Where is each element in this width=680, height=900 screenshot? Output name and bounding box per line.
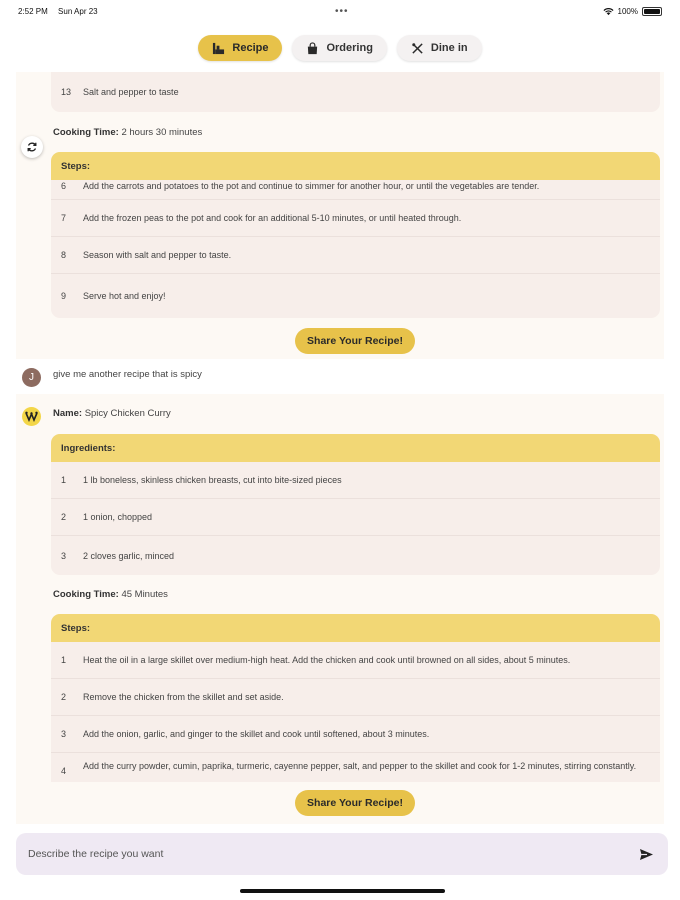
recipe-name-label: Name:: [53, 408, 83, 419]
cooking-time-value: 2 hours 30 minutes: [121, 127, 203, 138]
tab-ordering-label: Ordering: [326, 42, 373, 54]
step-text: Remove the chicken from the skillet and set aside.: [83, 692, 284, 702]
ingredient-text: 1 onion, chopped: [83, 512, 153, 522]
step-row: [51, 200, 660, 237]
step-number: 8: [61, 250, 67, 260]
cooking-time-label: Cooking Time:: [53, 589, 119, 600]
ingredient-number: 2: [61, 512, 67, 522]
step-number: 2: [61, 692, 67, 702]
mode-tabs: [0, 35, 680, 61]
step-text: Heat the oil in a large skillet over medium-high heat. Add the chicken and cook until browned on all sides, about 5 minutes.: [83, 655, 571, 665]
step-number: 9: [61, 291, 67, 301]
step-row: [51, 237, 660, 274]
step-row: [51, 642, 660, 679]
chef-icon: [25, 411, 38, 422]
multitask-dots-icon[interactable]: •••: [335, 6, 349, 17]
steps-header: Steps:: [51, 152, 660, 180]
ingredient-number: 3: [61, 550, 67, 561]
step-number: 3: [61, 729, 67, 739]
status-time: 2:52 PM: [18, 6, 48, 16]
step-number: 6: [61, 181, 67, 191]
step-text: Season with salt and pepper to taste.: [83, 250, 232, 260]
ingredients-card-1: [51, 72, 660, 112]
cooking-time-2: [53, 589, 168, 600]
send-button[interactable]: [636, 844, 656, 864]
step-number: 7: [61, 213, 67, 223]
ingredient-row: [51, 499, 660, 536]
cooking-time-1: [53, 127, 202, 138]
recipe-prompt-input[interactable]: [28, 848, 636, 860]
step-text: Add the curry powder, cumin, paprika, turmeric, cayenne pepper, salt, and pepper to the skillet and cook for 1-2 minutes, stirring constantly.: [83, 761, 637, 771]
ingredient-number: 1: [61, 475, 67, 485]
refresh-icon: [26, 141, 38, 153]
step-text: Serve hot and enjoy!: [83, 291, 166, 301]
recipe-input-bar: [16, 833, 668, 875]
home-indicator[interactable]: [240, 889, 445, 893]
step-text: Add the frozen peas to the pot and cook for an additional 5-10 minutes, or until heated through.: [83, 213, 462, 223]
step-row: [51, 274, 660, 318]
step-number: 1: [61, 655, 67, 665]
status-right: [603, 7, 662, 16]
step-text: Add the carrots and potatoes to the pot and continue to simmer for another hour, or until the vegetables are tender.: [83, 181, 540, 191]
ingredient-number: 13: [61, 87, 72, 97]
regenerate-button[interactable]: [21, 136, 43, 158]
recipe-name-value: Spicy Chicken Curry: [84, 408, 171, 419]
utensils-icon: [411, 42, 424, 55]
steps-card-1[interactable]: [51, 152, 660, 318]
cooking-time-label: Cooking Time:: [53, 127, 119, 138]
shopping-bag-icon: [306, 42, 319, 55]
tab-dine-in[interactable]: [397, 35, 482, 61]
ingredients-header: Ingredients:: [51, 434, 660, 462]
step-row: [51, 716, 660, 753]
tab-ordering[interactable]: [292, 35, 386, 61]
ingredients-card-2[interactable]: [51, 434, 660, 575]
steps-card-2[interactable]: [51, 614, 660, 782]
wifi-icon: [603, 7, 614, 16]
battery-icon: [642, 7, 662, 16]
user-avatar: J: [22, 368, 41, 387]
step-number: 4: [61, 766, 67, 776]
ingredient-row: [51, 536, 660, 575]
ingredient-text: 2 cloves garlic, minced: [83, 550, 175, 561]
recipe-icon: [212, 42, 225, 55]
ingredient-text: 1 lb boneless, skinless chicken breasts, cut into bite-sized pieces: [83, 475, 342, 485]
share-recipe-button[interactable]: Share Your Recipe!: [295, 790, 415, 816]
tab-dine-in-label: Dine in: [430, 42, 468, 54]
step-text: Add the onion, garlic, and ginger to the skillet and cook until softened, about 3 minutes.: [83, 729, 430, 739]
ingredient-row: [51, 72, 660, 112]
chat-history[interactable]: [0, 72, 680, 824]
step-row: [51, 753, 660, 782]
step-row: [51, 679, 660, 716]
user-message-text: give me another recipe that is spicy: [53, 369, 202, 380]
ingredient-text: Salt and pepper to taste: [83, 87, 179, 97]
battery-percent: 100%: [617, 6, 638, 16]
status-date: Sun Apr 23: [58, 6, 98, 16]
step-row: [51, 180, 660, 200]
send-icon: [639, 848, 654, 861]
chef-avatar: [22, 407, 41, 426]
recipe-name: [53, 408, 171, 419]
tab-recipe-label: Recipe: [232, 42, 269, 54]
cooking-time-value: 45 Minutes: [121, 589, 168, 600]
share-recipe-button[interactable]: Share Your Recipe!: [295, 328, 415, 354]
status-left: [18, 7, 106, 16]
ingredient-row: [51, 462, 660, 499]
steps-header: Steps:: [51, 614, 660, 642]
tab-recipe[interactable]: [198, 35, 282, 61]
